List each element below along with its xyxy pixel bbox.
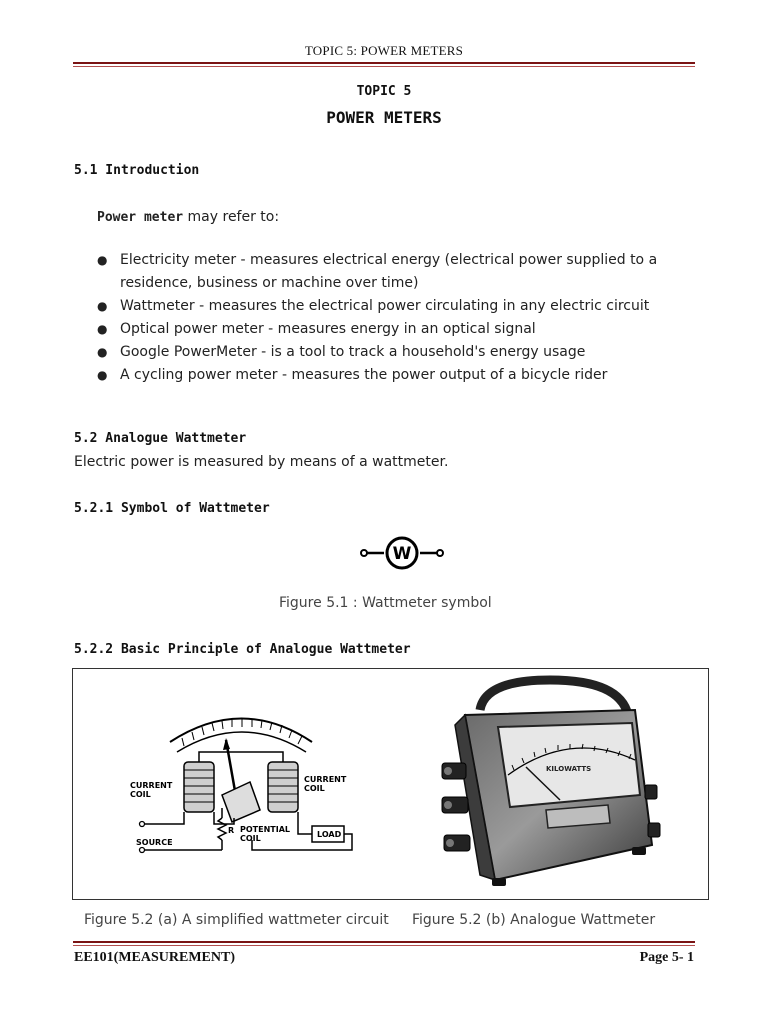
footer-rule-thin (73, 945, 695, 946)
circuit-label-coil-left: COIL (130, 790, 151, 799)
list-item-continuation: residence, business or machine over time) (120, 275, 419, 291)
list-item: ● Optical power meter - measures energy in an optical signal (95, 318, 695, 341)
figure-5-1-caption: Figure 5.1 : Wattmeter symbol (279, 595, 492, 611)
bullet-icon: ● (97, 299, 108, 313)
circuit-label-load: LOAD (317, 830, 342, 839)
bullet-icon: ● (97, 368, 108, 382)
section-heading-5-2-1: 5.2.1 Symbol of Wattmeter (74, 501, 270, 516)
running-header: TOPIC 5: POWER METERS (304, 43, 464, 58)
header-rule-thin (73, 66, 695, 67)
circuit-label-current-coil-right: CURRENT (304, 775, 347, 784)
circuit-label-current-coil-left: CURRENT (130, 781, 173, 790)
bullet-icon: ● (97, 345, 108, 359)
list-item: ● Google PowerMeter - is a tool to track a household's energy usage (95, 341, 695, 364)
header-rule (73, 62, 695, 64)
circuit-label-potential: POTENTIAL (240, 825, 291, 834)
list-item: ● Wattmeter - measures the electrical power circulating in any electric circuit (95, 295, 695, 318)
section-heading-5-2: 5.2 Analogue Wattmeter (74, 431, 247, 446)
figure-5-2a-caption: Figure 5.2 (a) A simplified wattmeter circuit (84, 912, 389, 928)
circuit-label-resistor: R (228, 826, 235, 835)
section-heading-5-1: 5.1 Introduction (74, 163, 200, 178)
topic-label: TOPIC 5 (356, 84, 412, 99)
footer-course-code: EE101(MEASUREMENT) (74, 950, 236, 965)
list-item: ● Electricity meter - measures electrical energy (electrical power supplied to a (95, 249, 695, 272)
meter-face-label: KILOWATTS (546, 765, 592, 773)
intro-rest: may refer to: (183, 209, 280, 225)
section-5-2-text: Electric power is measured by means of a wattmeter. (74, 454, 449, 470)
list-item: ● A cycling power meter - measures the power output of a bicycle rider (95, 364, 695, 387)
circuit-label-potential-coil: COIL (240, 834, 261, 843)
intro-sentence (97, 209, 279, 225)
symbol-letter: W (392, 544, 412, 564)
intro-bold-term: Power meter (97, 210, 184, 225)
section-heading-5-2-2: 5.2.2 Basic Principle of Analogue Wattmeter (74, 642, 411, 657)
wattmeter-symbol-icon (360, 535, 444, 571)
page-title: POWER METERS (326, 108, 442, 127)
circuit-label-source: SOURCE (136, 838, 173, 847)
analogue-wattmeter-illustration (440, 675, 665, 895)
bullet-icon: ● (97, 253, 108, 267)
power-meter-list (95, 249, 695, 387)
footer-rule (73, 941, 695, 943)
footer-page-number: Page 5- 1 (639, 950, 694, 965)
figure-5-2b-caption: Figure 5.2 (b) Analogue Wattmeter (412, 912, 656, 928)
bullet-icon: ● (97, 322, 108, 336)
wattmeter-circuit-diagram (122, 700, 362, 870)
circuit-label-coil-right: COIL (304, 784, 325, 793)
